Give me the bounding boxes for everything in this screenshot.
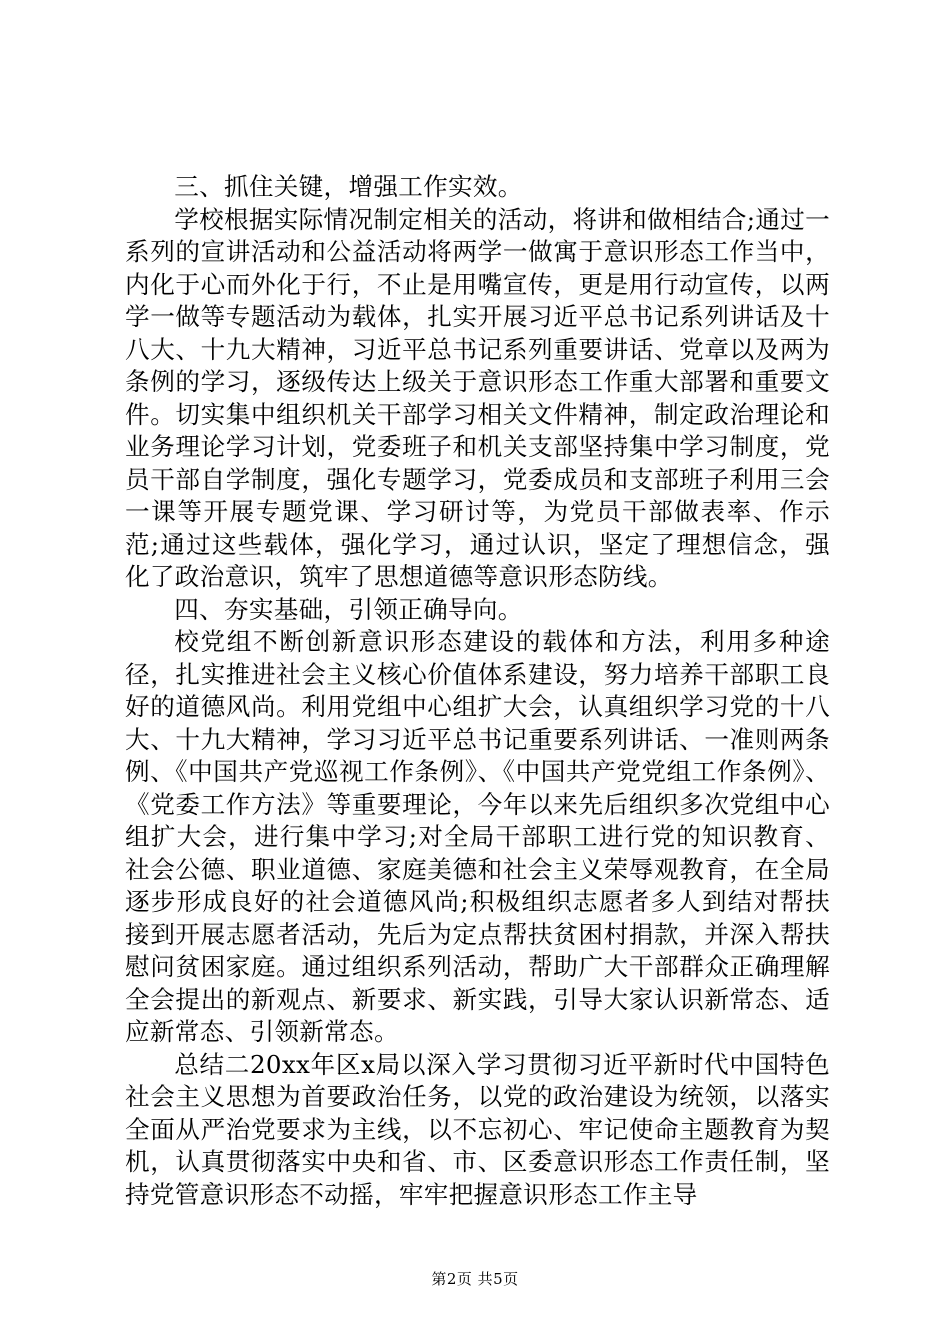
body-paragraph: 总结二20xx年区x局以深入学习贯彻习近平新时代中国特色社会主义思想为首要政治任务，以党的政治建设为统领，以落实全面从严治党要求为主线，以不忘初心、牢记使命主题教育为契机，认真贯彻落实中央和省、市、区委意识形态工作责任制，坚持党管意识形态不动摇，牢牢把握意识形态工作主导 bbox=[125, 1049, 830, 1209]
document-body bbox=[125, 171, 830, 1211]
page-number-footer: 第2页 共5页 bbox=[431, 1270, 519, 1288]
section-heading-3: 三、抓住关键，增强工作实效。 bbox=[174, 172, 523, 201]
body-paragraph: 校党组不断创新意识形态建设的载体和方法，利用多种途径，扎实推进社会主义核心价值体系建设，努力培养干部职工良好的道德风尚。利用党组中心组扩大会，认真组织学习党的十八大、十九大精神，学习习近平总书记重要系列讲话、一准则两条例、《中国共产党巡视工作条例》、《中国共产党党组工作条例》、《党委工作方法》等重要理论，今年以来先后组织多次党组中心组扩大会，进行集中学习;对全局干部职工进行党的知识教育、社会公德、职业道德、家庭美德和社会主义荣辱观教育，在全局逐步形成良好的社会道德风尚;积极组织志愿者多人到结对帮扶接到开展志愿者活动，先后为定点帮扶贫困村捐款，并深入帮扶慰问贫困家庭。通过组织系列活动，帮助广大干部群众正确理解全会提出的新观点、新要求、新实践，引导大家认识新常态、适应新常态、引领新常态。 bbox=[125, 627, 830, 1046]
section-heading-4: 四、夯实基础，引领正确导向。 bbox=[174, 594, 523, 624]
body-paragraph: 学校根据实际情况制定相关的活动，将讲和做相结合;通过一系列的宣讲活动和公益活动将两学一做寓于意识形态工作当中，内化于心而外化于行，不止是用嘴宣传，更是用行动宣传，以两学一做等专题活动为载体，扎实开展习近平总书记系列讲话及十八大、十九大精神，习近平总书记系列重要讲话、党章以及两为条例的学习，逐级传达上级关于意识形态工作重大部署和重要文件。切实集中组织机关干部学习相关文件精神，制定政治理论和业务理论学习计划，党委班子和机关支部坚持集中学习制度，党员干部自学制度，强化专题学习，党委成员和支部班子利用三会一课等开展专题党课、学习研讨等，为党员干部做表率、作示范;通过这些载体，强化学习，通过认识，坚定了理想信念，强化了政治意识，筑牢了思想道德等意识形态防线。 bbox=[125, 204, 831, 591]
